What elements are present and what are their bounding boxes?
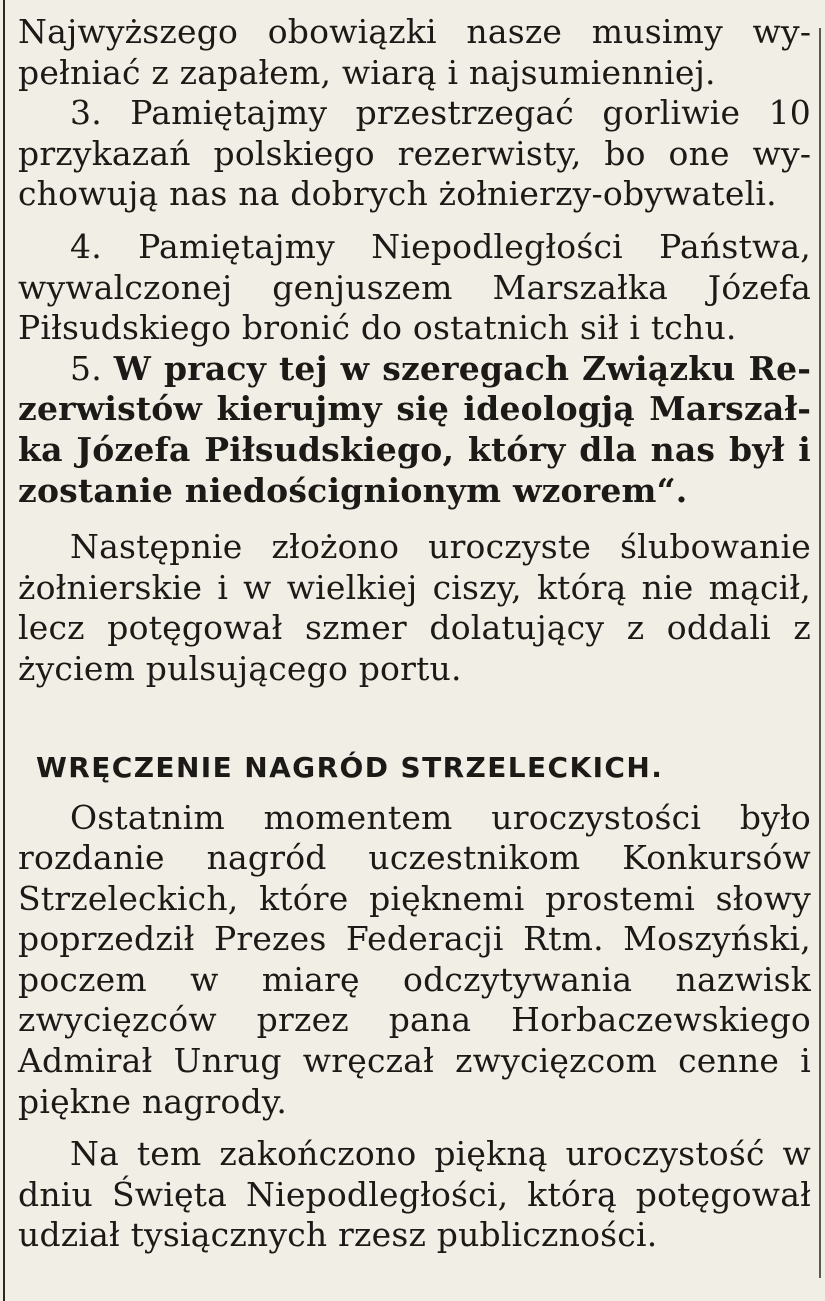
point-5-bold-text: W pracy tej w szeregach Związku Rezerwistów kierujmy się ideologją Marszałka Józefa Piłsudskiego, który dla nas był i zostanie niedoścignionym wzorem“.	[18, 348, 811, 510]
paragraph-point-5	[18, 349, 811, 511]
paragraph-opening-continuation: Najwyższego obowiązki nasze musimy wypełniać z zapałem, wiarą i najsumienniej.	[18, 12, 811, 92]
column-rule-right	[819, 28, 821, 1278]
paragraph-awards: Ostatnim momentem uroczystości było rozdanie nagród uczestnikom Konkursów Strzeleckich, które pięknemi prostemi słowy poprzedził Prezes Federacji Rtm. Moszyński, poczem w miarę odczytywania nazwisk zwycięzców przez pana Horbaczewskiego Admirał Unrug wręczał zwycięzcom cenne i piękne nagrody.	[18, 797, 811, 1121]
paragraph-oath: Następnie złożono uroczyste ślubowanie żołnierskie i w wielkiej ciszy, którą nie mącił, lecz potęgował szmer dolatujący z oddali z życiem pulsującego portu.	[18, 527, 811, 688]
section-heading: WRĘCZENIE NAGRÓD STRZELECKICH.	[36, 750, 664, 784]
paragraph-closing: Na tem zakończono piękną uroczystość w dniu Święta Niepodległości, którą potęgował udział tysiącznych rzesz publiczności.	[18, 1134, 811, 1255]
point-5-number: 5.	[70, 348, 114, 388]
paragraph-point-3: 3. Pamiętajmy przestrzegać gorliwie 10 przykazań polskiego rezerwisty, bo one wychowują nas na dobrych żołnierzy-obywateli.	[18, 93, 811, 214]
column-rule-left	[3, 0, 5, 1301]
paragraph-point-4: 4. Pamiętajmy Niepodległości Państwa, wywalczonej genjuszem Marszałka Józefa Piłsudskiego bronić do ostatnich sił i tchu.	[18, 226, 811, 348]
